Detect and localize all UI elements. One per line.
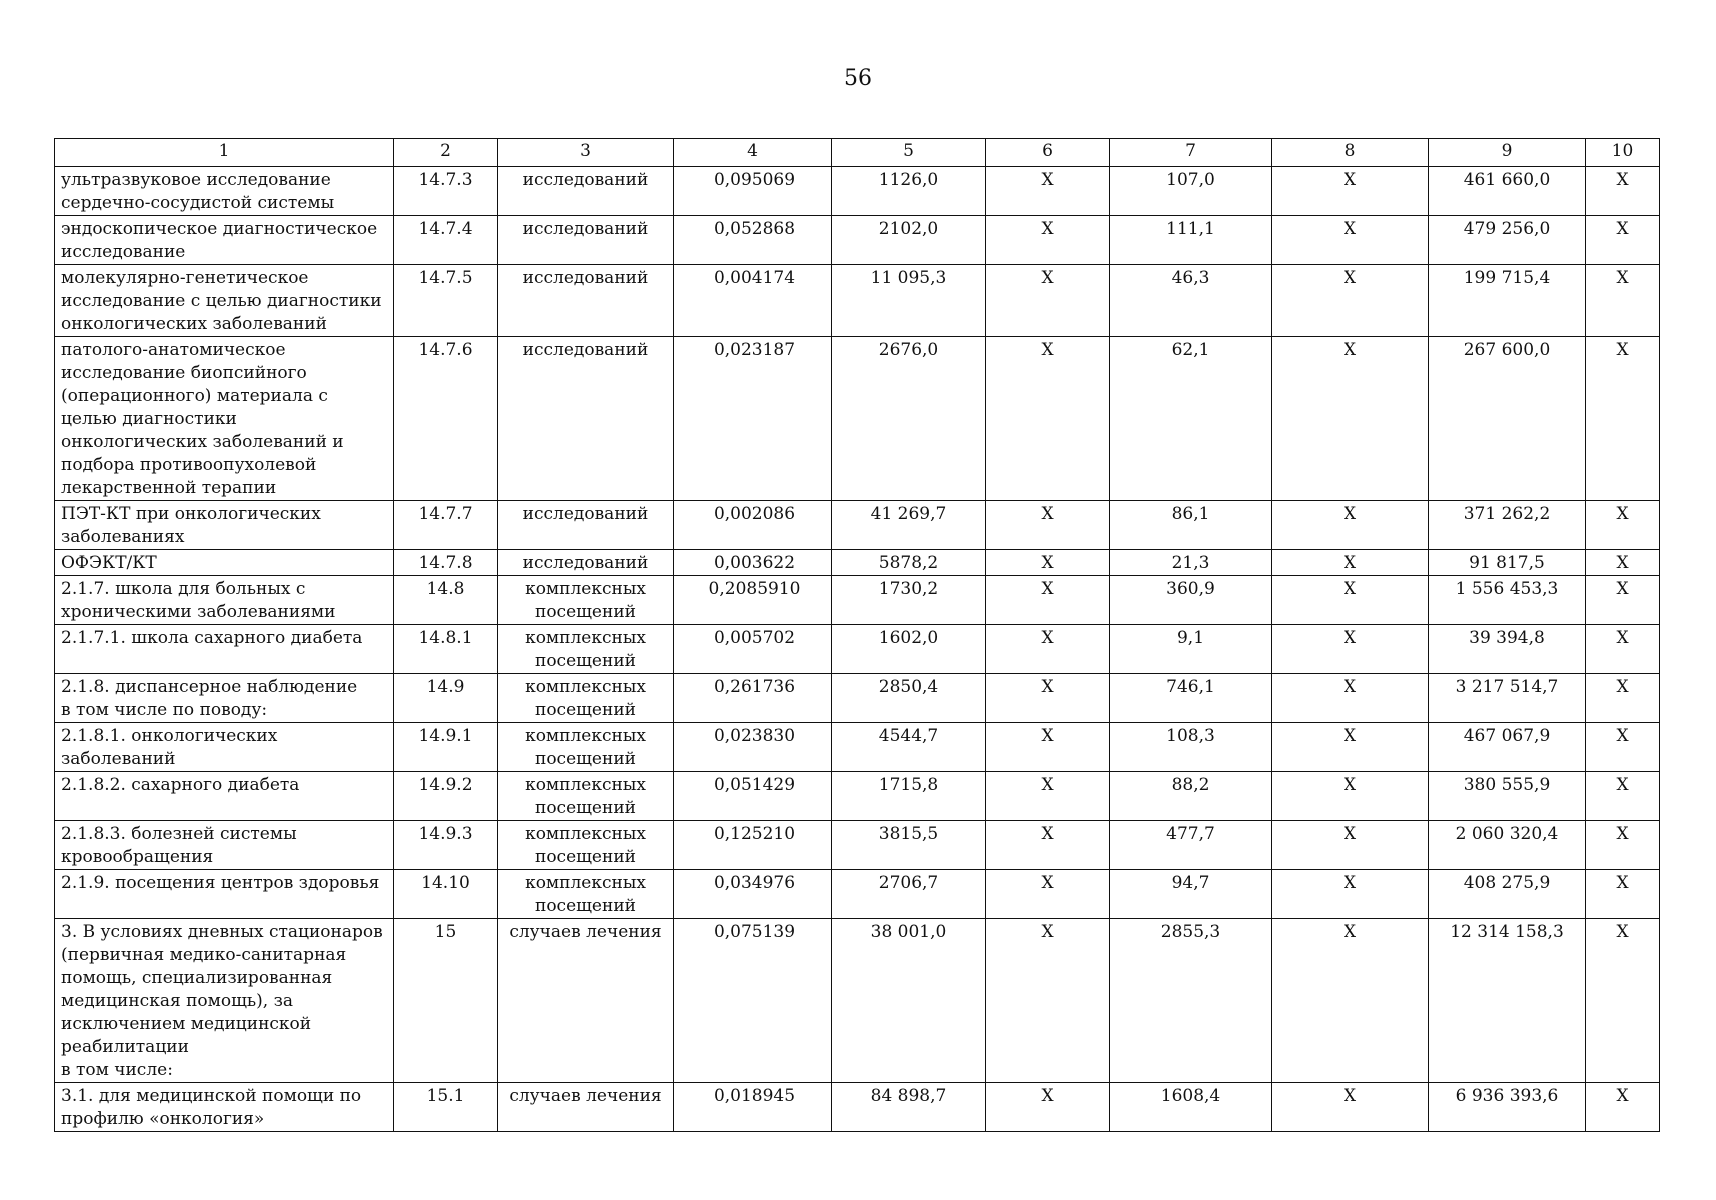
cell-col6: Х [986, 772, 1110, 821]
cell-col6: Х [986, 216, 1110, 265]
row-unit: комплексных посещений [498, 821, 674, 870]
cell-col7: 86,1 [1110, 501, 1272, 550]
row-code: 14.7.8 [394, 550, 498, 576]
cell-col7: 746,1 [1110, 674, 1272, 723]
cell-col8: Х [1272, 772, 1429, 821]
cell-col5: 1730,2 [832, 576, 986, 625]
table-row [55, 576, 1660, 625]
cell-col6: Х [986, 674, 1110, 723]
cell-col9: 12 314 158,3 [1429, 919, 1586, 1083]
cell-col10: Х [1586, 772, 1660, 821]
cell-col9: 39 394,8 [1429, 625, 1586, 674]
cell-col9: 467 067,9 [1429, 723, 1586, 772]
row-unit: комплексных посещений [498, 723, 674, 772]
cell-col9: 3 217 514,7 [1429, 674, 1586, 723]
row-label: 2.1.8.2. сахарного диабета [55, 772, 394, 821]
cell-col6: Х [986, 821, 1110, 870]
cell-col10: Х [1586, 576, 1660, 625]
cell-col5: 84 898,7 [832, 1083, 986, 1132]
cell-col4: 0,023830 [674, 723, 832, 772]
row-code: 14.7.7 [394, 501, 498, 550]
row-label: 3.1. для медицинской помощи по профилю «онкология» [55, 1083, 394, 1132]
cell-col10: Х [1586, 1083, 1660, 1132]
cell-col9: 461 660,0 [1429, 167, 1586, 216]
cell-col6: Х [986, 265, 1110, 337]
col-header: 5 [832, 139, 986, 167]
cell-col4: 0,095069 [674, 167, 832, 216]
cell-col8: Х [1272, 625, 1429, 674]
row-code: 14.9 [394, 674, 498, 723]
cell-col8: Х [1272, 576, 1429, 625]
cell-col5: 1602,0 [832, 625, 986, 674]
row-unit: исследований [498, 265, 674, 337]
cell-col8: Х [1272, 870, 1429, 919]
row-label: эндоскопическое диагностическое исследование [55, 216, 394, 265]
table-row [55, 337, 1660, 501]
table-row [55, 870, 1660, 919]
cell-col4: 0,075139 [674, 919, 832, 1083]
cell-col5: 41 269,7 [832, 501, 986, 550]
cell-col8: Х [1272, 821, 1429, 870]
cell-col10: Х [1586, 501, 1660, 550]
row-label: 2.1.7.1. школа сахарного диабета [55, 625, 394, 674]
row-unit: исследований [498, 167, 674, 216]
cell-col4: 0,2085910 [674, 576, 832, 625]
cell-col4: 0,052868 [674, 216, 832, 265]
cell-col7: 360,9 [1110, 576, 1272, 625]
cell-col9: 408 275,9 [1429, 870, 1586, 919]
cell-col6: Х [986, 576, 1110, 625]
row-code: 14.7.4 [394, 216, 498, 265]
cell-col4: 0,018945 [674, 1083, 832, 1132]
cell-col9: 199 715,4 [1429, 265, 1586, 337]
cell-col7: 9,1 [1110, 625, 1272, 674]
cell-col4: 0,261736 [674, 674, 832, 723]
cell-col4: 0,051429 [674, 772, 832, 821]
table-row [55, 167, 1660, 216]
row-label: 2.1.8.1. онкологических заболеваний [55, 723, 394, 772]
cell-col8: Х [1272, 723, 1429, 772]
cell-col8: Х [1272, 550, 1429, 576]
header-row [55, 139, 1660, 167]
table-row [55, 1083, 1660, 1132]
cell-col10: Х [1586, 550, 1660, 576]
table-row [55, 772, 1660, 821]
cell-col10: Х [1586, 265, 1660, 337]
row-label: 2.1.9. посещения центров здоровья [55, 870, 394, 919]
cell-col10: Х [1586, 723, 1660, 772]
cell-col10: Х [1586, 216, 1660, 265]
cell-col6: Х [986, 1083, 1110, 1132]
row-code: 15 [394, 919, 498, 1083]
cell-col7: 477,7 [1110, 821, 1272, 870]
row-code: 14.7.3 [394, 167, 498, 216]
table-row [55, 674, 1660, 723]
cell-col5: 11 095,3 [832, 265, 986, 337]
row-label: ПЭТ-КТ при онкологических заболеваниях [55, 501, 394, 550]
cell-col7: 46,3 [1110, 265, 1272, 337]
cell-col9: 6 936 393,6 [1429, 1083, 1586, 1132]
row-label: 2.1.8. диспансерное наблюдение в том числе по поводу: [55, 674, 394, 723]
row-code: 14.7.5 [394, 265, 498, 337]
row-code: 14.9.2 [394, 772, 498, 821]
cell-col8: Х [1272, 1083, 1429, 1132]
cell-col4: 0,034976 [674, 870, 832, 919]
row-unit: комплексных посещений [498, 625, 674, 674]
row-label: 3. В условиях дневных стационаров (первичная медико-санитарная помощь, специализированная медицинская помощь), за исключением медицинской реабилитации в том числе: [55, 919, 394, 1083]
cell-col7: 111,1 [1110, 216, 1272, 265]
cell-col6: Х [986, 501, 1110, 550]
cell-col10: Х [1586, 674, 1660, 723]
cell-col5: 2706,7 [832, 870, 986, 919]
row-code: 15.1 [394, 1083, 498, 1132]
table-row [55, 550, 1660, 576]
row-unit: исследований [498, 216, 674, 265]
cell-col5: 1126,0 [832, 167, 986, 216]
cell-col10: Х [1586, 870, 1660, 919]
col-header: 1 [55, 139, 394, 167]
cell-col9: 91 817,5 [1429, 550, 1586, 576]
row-code: 14.9.3 [394, 821, 498, 870]
cell-col5: 38 001,0 [832, 919, 986, 1083]
table-row [55, 625, 1660, 674]
cell-col7: 88,2 [1110, 772, 1272, 821]
cell-col7: 108,3 [1110, 723, 1272, 772]
col-header: 9 [1429, 139, 1586, 167]
row-label: ОФЭКТ/КТ [55, 550, 394, 576]
cell-col8: Х [1272, 674, 1429, 723]
table-row [55, 501, 1660, 550]
col-header: 4 [674, 139, 832, 167]
data-table [54, 138, 1660, 1132]
cell-col4: 0,003622 [674, 550, 832, 576]
cell-col6: Х [986, 625, 1110, 674]
cell-col8: Х [1272, 337, 1429, 501]
row-label: молекулярно-генетическое исследование с целью диагностики онкологических заболеваний [55, 265, 394, 337]
cell-col7: 2855,3 [1110, 919, 1272, 1083]
cell-col9: 371 262,2 [1429, 501, 1586, 550]
cell-col9: 2 060 320,4 [1429, 821, 1586, 870]
cell-col10: Х [1586, 821, 1660, 870]
cell-col4: 0,002086 [674, 501, 832, 550]
cell-col7: 62,1 [1110, 337, 1272, 501]
cell-col10: Х [1586, 625, 1660, 674]
col-header: 3 [498, 139, 674, 167]
row-code: 14.7.6 [394, 337, 498, 501]
row-label: 2.1.8.3. болезней системы кровообращения [55, 821, 394, 870]
col-header: 2 [394, 139, 498, 167]
row-code: 14.8.1 [394, 625, 498, 674]
cell-col8: Х [1272, 501, 1429, 550]
cell-col8: Х [1272, 919, 1429, 1083]
row-label: патолого-анатомическое исследование биопсийного (операционного) материала с целью диагностики онкологических заболеваний и подбора противоопухолевой лекарственной терапии [55, 337, 394, 501]
cell-col5: 4544,7 [832, 723, 986, 772]
row-unit: комплексных посещений [498, 870, 674, 919]
table-row [55, 919, 1660, 1083]
table-row [55, 216, 1660, 265]
cell-col7: 107,0 [1110, 167, 1272, 216]
col-header: 6 [986, 139, 1110, 167]
table-row [55, 821, 1660, 870]
row-unit: исследований [498, 501, 674, 550]
cell-col6: Х [986, 723, 1110, 772]
cell-col7: 94,7 [1110, 870, 1272, 919]
table-row [55, 723, 1660, 772]
cell-col7: 21,3 [1110, 550, 1272, 576]
row-code: 14.9.1 [394, 723, 498, 772]
cell-col6: Х [986, 167, 1110, 216]
cell-col9: 1 556 453,3 [1429, 576, 1586, 625]
row-unit: исследований [498, 337, 674, 501]
row-unit: случаев лечения [498, 1083, 674, 1132]
cell-col6: Х [986, 919, 1110, 1083]
cell-col9: 479 256,0 [1429, 216, 1586, 265]
cell-col4: 0,125210 [674, 821, 832, 870]
cell-col10: Х [1586, 337, 1660, 501]
cell-col9: 380 555,9 [1429, 772, 1586, 821]
col-header: 10 [1586, 139, 1660, 167]
row-unit: случаев лечения [498, 919, 674, 1083]
cell-col5: 5878,2 [832, 550, 986, 576]
cell-col8: Х [1272, 167, 1429, 216]
cell-col10: Х [1586, 167, 1660, 216]
col-header: 7 [1110, 139, 1272, 167]
cell-col9: 267 600,0 [1429, 337, 1586, 501]
col-header: 8 [1272, 139, 1429, 167]
cell-col5: 2850,4 [832, 674, 986, 723]
cell-col8: Х [1272, 265, 1429, 337]
cell-col6: Х [986, 870, 1110, 919]
cell-col6: Х [986, 337, 1110, 501]
row-code: 14.8 [394, 576, 498, 625]
table-row [55, 265, 1660, 337]
row-unit: исследований [498, 550, 674, 576]
cell-col8: Х [1272, 216, 1429, 265]
cell-col6: Х [986, 550, 1110, 576]
cell-col4: 0,004174 [674, 265, 832, 337]
row-unit: комплексных посещений [498, 772, 674, 821]
cell-col7: 1608,4 [1110, 1083, 1272, 1132]
page-number: 56 [844, 66, 872, 91]
row-code: 14.10 [394, 870, 498, 919]
cell-col5: 3815,5 [832, 821, 986, 870]
cell-col5: 2676,0 [832, 337, 986, 501]
cell-col4: 0,005702 [674, 625, 832, 674]
cell-col5: 1715,8 [832, 772, 986, 821]
row-label: ультразвуковое исследование сердечно-сосудистой системы [55, 167, 394, 216]
row-label: 2.1.7. школа для больных с хроническими заболеваниями [55, 576, 394, 625]
row-unit: комплексных посещений [498, 576, 674, 625]
cell-col4: 0,023187 [674, 337, 832, 501]
row-unit: комплексных посещений [498, 674, 674, 723]
cell-col10: Х [1586, 919, 1660, 1083]
cell-col5: 2102,0 [832, 216, 986, 265]
